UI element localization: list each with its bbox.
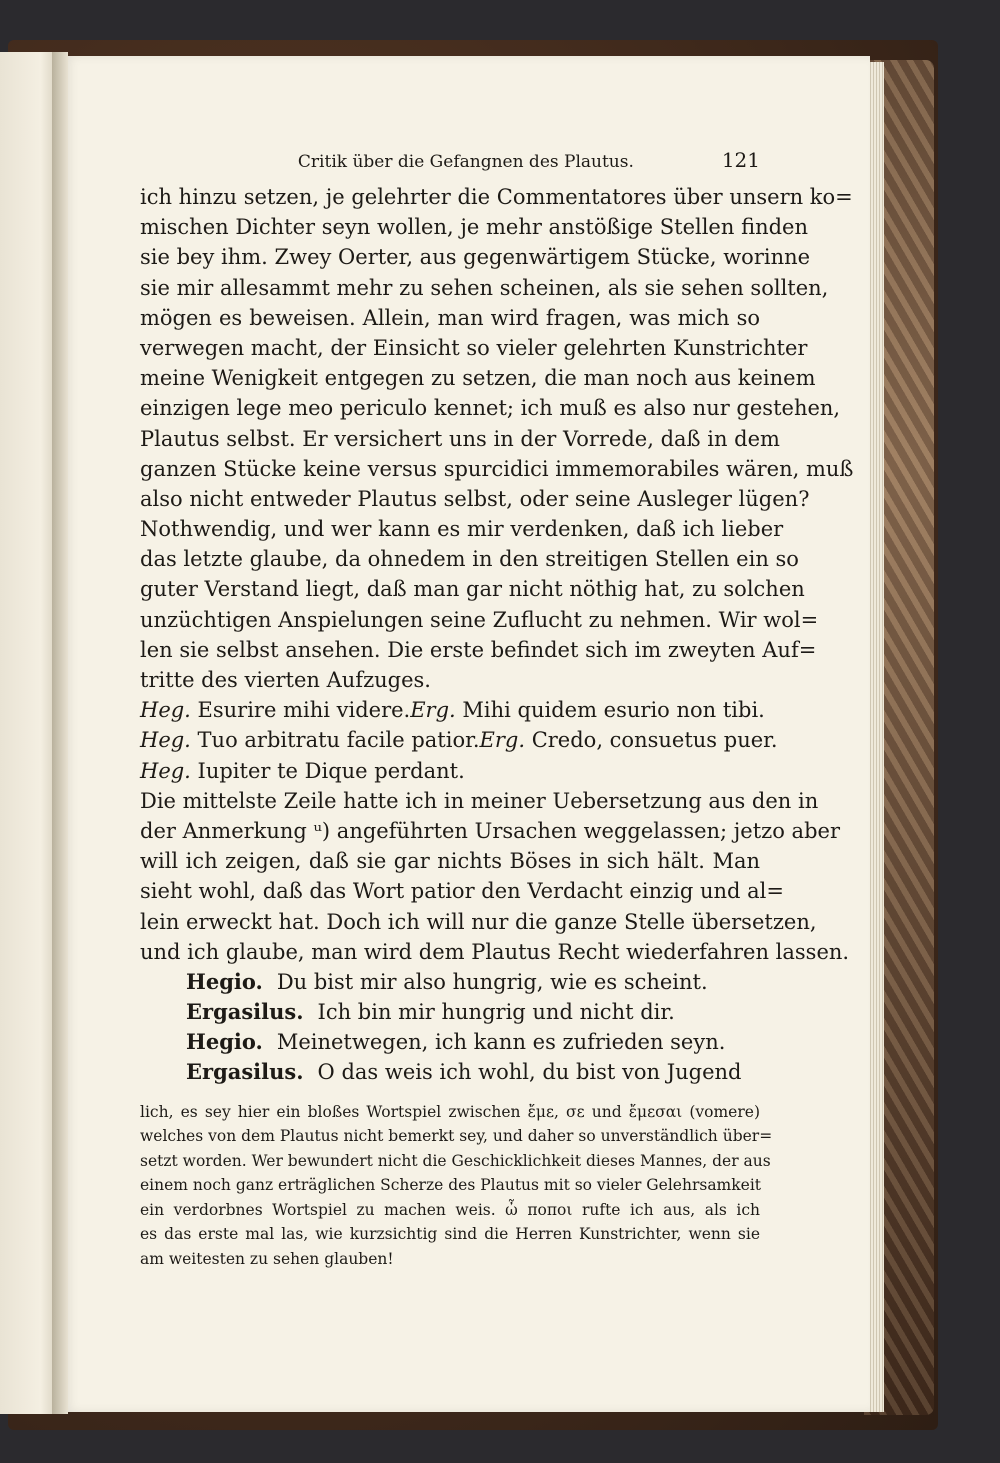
book-page <box>64 56 870 1412</box>
page-content <box>140 148 854 1271</box>
text-line: ganzen Stücke keine versus spurcidici immemorabiles wären, muß <box>140 456 854 481</box>
latin-text: Iupiter te Dique perdant. <box>197 758 465 783</box>
page-number: 121 <box>721 148 760 172</box>
text-line: und ich glaube, man wird dem Plautus Recht wiederfahren lassen. <box>140 939 850 964</box>
text-line: lein erweckt hat. Doch ich will nur die ganze Stelle übersetzen, <box>140 909 817 934</box>
body-paragraph-2 <box>140 786 850 967</box>
running-title: Critik über die Gefangnen des Plautus. <box>297 152 634 172</box>
speaker-abbrev: Heg. <box>140 758 191 783</box>
text-line: das letzte glaube, da ohnedem in den streitigen Stellen ein so <box>140 547 799 572</box>
latin-text: Mihi quidem esurio non tibi. <box>462 698 765 723</box>
text-line: Nothwendig, und wer kann es mir verdenken, daß ich lieber <box>140 517 784 542</box>
text-line: ich hinzu setzen, je gelehrter die Commentatores über unsern ko= <box>140 185 853 209</box>
text-line: len sie selbst ansehen. Die erste befindet sich im zweyten Auf= <box>140 637 817 662</box>
translation-dialogue <box>140 967 760 1088</box>
speaker-name: Ergasilus. <box>186 999 304 1025</box>
speaker-abbrev: Erg. <box>479 728 526 753</box>
dialogue-line <box>140 1057 760 1087</box>
footnote-line: lich, es sey hier ein bloßes Wortspiel zwischen ἔμε, σε und ἔμεσαι (vomere) <box>140 1102 760 1121</box>
footnote-line: setzt worden. Wer bewundert nicht die Geschicklichkeit dieses Mannes, der aus <box>140 1151 771 1170</box>
text-line: sie mir allesammt mehr zu sehen scheinen, als sie sehen sollten, <box>140 275 829 300</box>
latin-text: Tuo arbitratu facile patior. <box>197 728 480 753</box>
body-paragraph-1 <box>140 182 854 695</box>
dialogue-text: Meinetwegen, ich kann es zufrieden seyn. <box>276 1030 726 1055</box>
text-line: Plautus selbst. Er versichert uns in der Vorrede, daß in dem <box>140 426 780 451</box>
latin-quotation <box>140 695 778 786</box>
dialogue-line <box>140 1027 760 1057</box>
text-line: unzüchtigen Anspielungen seine Zuflucht zu nehmen. Wir wol= <box>140 607 819 632</box>
latin-line <box>140 725 778 755</box>
dialogue-text: Du bist mir also hungrig, wie es scheint. <box>276 969 708 994</box>
footnote <box>140 1100 773 1272</box>
book-gutter <box>52 52 68 1414</box>
dialogue-line <box>140 997 760 1027</box>
text-line: also nicht entweder Plautus selbst, oder seine Ausleger lügen? <box>140 486 810 511</box>
dialogue-line <box>140 967 760 997</box>
page-header <box>140 148 760 172</box>
footnote-line: am weitesten zu sehen glauben! <box>140 1249 394 1268</box>
speaker-abbrev: Erg. <box>410 698 456 723</box>
latin-line <box>140 695 765 725</box>
latin-line <box>140 756 760 786</box>
text-line: mischen Dichter seyn wollen, je mehr anstößige Stellen finden <box>140 215 808 240</box>
text-line: meine Wenigkeit entgegen zu setzen, die man noch aus keinem <box>140 366 816 391</box>
speaker-name: Hegio. <box>186 968 263 994</box>
latin-text: Credo, consuetus puer. <box>531 728 778 753</box>
speaker-abbrev: Heg. <box>140 728 191 753</box>
text-line: sieht wohl, daß das Wort patior den Verdacht einzig und al= <box>140 879 784 904</box>
text-line: einzigen lege meo periculo kennet; ich muß es also nur gestehen, <box>140 396 841 421</box>
text-line: will ich zeigen, daß sie gar nichts Böses in sich hält. Man <box>140 849 760 874</box>
text-line: tritte des vierten Aufzuges. <box>140 668 431 692</box>
text-line: verwegen macht, der Einsicht so vieler gelehrten Kunstrichter <box>140 335 808 360</box>
dialogue-text: O das weis ich wohl, du bist von Jugend <box>317 1060 742 1085</box>
text-line: sie bey ihm. Zwey Oerter, aus gegenwärtigem Stücke, worinne <box>140 245 811 270</box>
text-line: der Anmerkung ᵘ) angeführten Ursachen weggelassen; jetzo aber <box>140 818 840 843</box>
speaker-abbrev: Heg. <box>140 698 191 723</box>
text-line: mögen es beweisen. Allein, man wird fragen, was mich so <box>140 305 760 330</box>
speaker-name: Ergasilus. <box>186 1059 304 1085</box>
dialogue-text: Ich bin mir hungrig und nicht dir. <box>317 1000 675 1025</box>
footnote-line: ein verdorbnes Wortspiel zu machen weis. ὦ ποποι rufte ich aus, als ich <box>140 1200 760 1219</box>
latin-text: Esurire mihi videre. <box>197 698 411 723</box>
footnote-line: welches von dem Plautus nicht bemerkt sey, und daher so unverständlich über= <box>140 1127 773 1146</box>
footnote-line: einem noch ganz erträglichen Scherze des Plautus mit so vieler Gelehrsamkeit <box>140 1176 762 1195</box>
text-line: guter Verstand liegt, daß man gar nicht nöthig hat, zu solchen <box>140 577 805 602</box>
text-line: Die mittelste Zeile hatte ich in meiner Uebersetzung aus den in <box>140 788 819 813</box>
left-page <box>0 52 58 1414</box>
speaker-name: Hegio. <box>186 1029 263 1055</box>
footnote-line: es das erste mal las, wie kurzsichtig sind die Herren Kunstrichter, wenn sie <box>140 1225 760 1244</box>
